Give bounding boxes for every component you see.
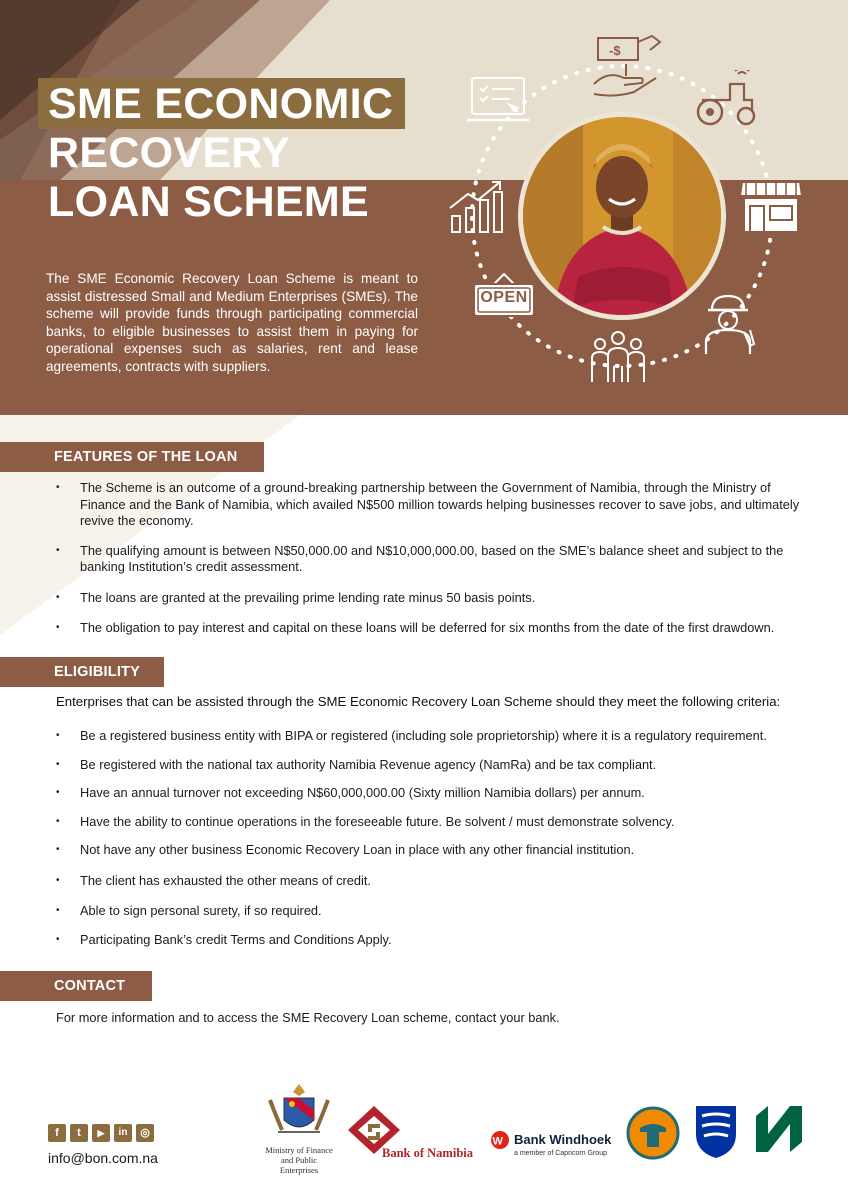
title-line-2: RECOVERY: [48, 129, 291, 177]
open-sign-icon: [472, 272, 536, 318]
list-item: • The client has exhausted the other means of credit.: [56, 873, 801, 890]
laptop-checklist-icon: [466, 76, 530, 126]
ministry-of-finance-logo: [262, 1082, 336, 1175]
cash-hand-icon: [592, 32, 662, 100]
twitter-icon[interactable]: t: [70, 1124, 88, 1142]
list-item: • The Scheme is an outcome of a ground-breaking partnership between the Government of Namibia, through the Ministry of Finance and the Bank of Namibia, which availed N$500 million towards helping businesses recover to save jobs, and ultimately revive the economy.: [56, 480, 801, 530]
coat-of-arms-icon: [262, 1082, 336, 1140]
bon-name: Bank of Namibia: [382, 1146, 473, 1160]
linkedin-icon[interactable]: in: [114, 1124, 132, 1142]
title-line-1: SME ECONOMIC: [38, 78, 405, 129]
list-item: • The loans are granted at the prevailing prime lending rate minus 50 basis points.: [56, 590, 801, 607]
list-item: • The qualifying amount is between N$50,000.00 and N$10,000,000.00, based on the SME’s balance sheet and subject to the banking Institution’s credit assessment.: [56, 543, 801, 576]
tractor-icon: [694, 70, 760, 128]
hero-title: [38, 78, 405, 227]
contact-text: For more information and to access the SME Recovery Loan scheme, contact your bank.: [56, 1010, 560, 1025]
bank-of-namibia-logo: [346, 1104, 478, 1162]
list-item: • Have an annual turnover not exceeding N$60,000,000.00 (Sixty million Namibia dollars) per annum.: [56, 785, 801, 802]
hero-description: The SME Economic Recovery Loan Scheme is meant to assist distressed Small and Medium Enterprises (SMEs). The scheme will provide funds through participating commercial banks, to eligible businesses to assist them in paying for operational expenses such as salaries, rent and lease agreements, contracts with suppliers.: [46, 271, 418, 374]
list-item: • Be registered with the national tax authority Namibia Revenue agency (NamRa) and be tax compliant.: [56, 757, 801, 774]
email-link[interactable]: info@bon.com.na: [48, 1150, 158, 1166]
features-list: [56, 480, 801, 637]
hero-banner: [0, 0, 848, 415]
eligibility-heading: ELIGIBILITY: [0, 657, 164, 687]
bw-tagline: a member of Capricorn Group: [514, 1150, 607, 1157]
standard-bank-logo: [692, 1104, 740, 1160]
instagram-icon[interactable]: ◎: [136, 1124, 154, 1142]
list-item: • Not have any other business Economic Recovery Loan in place with any other financial institution.: [56, 842, 801, 859]
svg-text:-$: -$: [609, 43, 621, 58]
list-item: • Be a registered business entity with BIPA or registered (including sole proprietorship) where it is a regulatory requirement.: [56, 728, 801, 745]
features-heading: FEATURES OF THE LOAN: [0, 442, 264, 472]
ministry-line-1: Ministry of Finance: [265, 1145, 333, 1155]
bar-chart-icon: [446, 178, 506, 236]
group-icon: [588, 330, 648, 384]
list-item: • Have the ability to continue operations in the foreseeable future. Be solvent / must demonstrate solvency.: [56, 814, 801, 831]
nedbank-logo: [754, 1104, 804, 1154]
contact-heading: CONTACT: [0, 971, 152, 1001]
youtube-icon[interactable]: ▶: [92, 1124, 110, 1142]
svg-text:W: W: [492, 1135, 503, 1148]
list-item: • Able to sign personal surety, if so required.: [56, 903, 801, 920]
bw-emblem-icon: [490, 1130, 510, 1150]
fnb-logo: [626, 1106, 680, 1160]
facebook-icon[interactable]: f: [48, 1124, 66, 1142]
open-sign-text: OPEN: [480, 289, 528, 306]
eligibility-intro: Enterprises that can be assisted through the SME Economic Recovery Loan Scheme should they meet the following criteria:: [56, 694, 781, 709]
worker-icon: [700, 292, 756, 356]
list-item: • Participating Bank’s credit Terms and Conditions Apply.: [56, 932, 801, 949]
social-links: [48, 1124, 154, 1142]
list-item: • The obligation to pay interest and capital on these loans will be deferred for six months from the date of the first drawdown.: [56, 620, 801, 637]
bw-name: Bank Windhoek: [514, 1132, 612, 1147]
title-line-3: LOAN SCHEME: [48, 178, 370, 226]
ministry-line-2: and Public Enterprises: [279, 1155, 319, 1175]
woman-portrait: [518, 112, 726, 320]
eligibility-list: [56, 728, 801, 948]
shop-icon: [738, 178, 804, 234]
